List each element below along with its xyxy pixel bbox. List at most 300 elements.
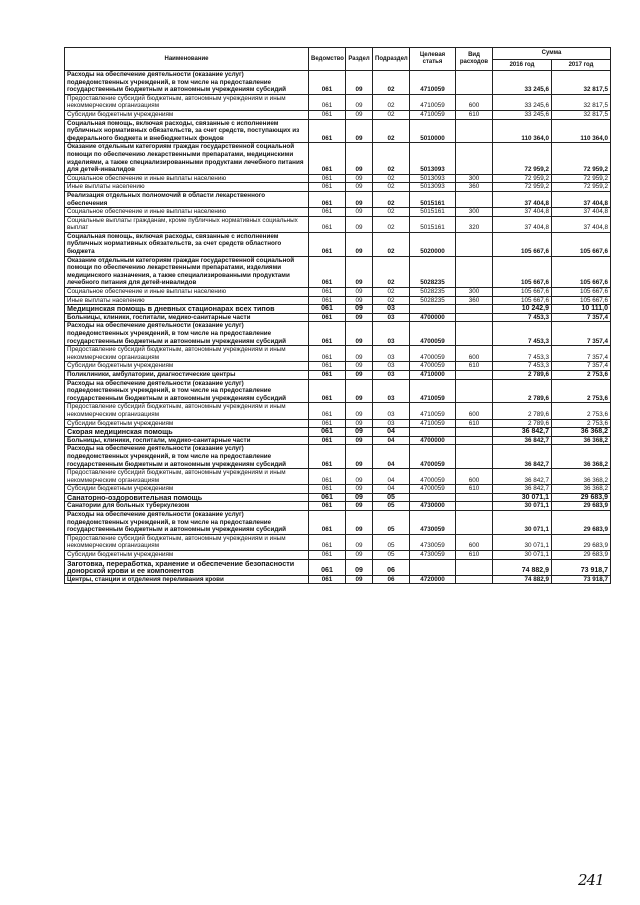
- header-razdel: Раздел: [346, 48, 373, 71]
- row-vedomstvo: 061: [309, 322, 346, 346]
- row-vid-rashodov: 610: [456, 362, 493, 371]
- header-year-2016: 2016 год: [493, 60, 552, 71]
- row-razdel: 09: [346, 174, 373, 183]
- row-vid-rashodov: 360: [456, 183, 493, 192]
- row-sum-2017: 36 368,2: [552, 485, 611, 494]
- row-sum-2017: 29 683,9: [552, 551, 611, 560]
- row-vedomstvo: 061: [309, 208, 346, 217]
- row-razdel: 09: [346, 288, 373, 297]
- table-row: [65, 511, 611, 535]
- row-sum-2016: 74 882,9: [493, 559, 552, 575]
- row-sum-2016: 36 842,7: [493, 445, 552, 469]
- row-podrazdel: 03: [373, 403, 410, 419]
- table-row: [65, 296, 611, 305]
- header-vedomstvo: Ведомство: [309, 48, 346, 71]
- row-vid-rashodov: [456, 232, 493, 256]
- table-row: [65, 559, 611, 575]
- row-vedomstvo: 061: [309, 502, 346, 511]
- row-podrazdel: 05: [373, 551, 410, 560]
- row-sum-2017: 37 404,8: [552, 216, 611, 232]
- row-sum-2017: 37 404,8: [552, 208, 611, 217]
- row-sum-2016: 36 842,7: [493, 436, 552, 445]
- row-name: Поликлиники, амбулатории, диагностические центры: [65, 370, 309, 379]
- row-sum-2017: 32 817,5: [552, 110, 611, 119]
- row-vid-rashodov: 610: [456, 485, 493, 494]
- row-vedomstvo: 061: [309, 110, 346, 119]
- table-row: [65, 485, 611, 494]
- row-cel-statya: 4700000: [410, 436, 456, 445]
- row-sum-2016: 33 245,6: [493, 94, 552, 110]
- table-row: [65, 322, 611, 346]
- row-razdel: 09: [346, 419, 373, 428]
- row-razdel: 09: [346, 485, 373, 494]
- row-razdel: 09: [346, 71, 373, 95]
- row-razdel: 09: [346, 436, 373, 445]
- row-name: Предоставление субсидий бюджетным, автономным учреждениям и иным некоммерческим организациям: [65, 346, 309, 362]
- table-row: [65, 575, 611, 584]
- table-row: [65, 305, 611, 314]
- row-cel-statya: 5010000: [410, 119, 456, 143]
- row-podrazdel: 06: [373, 575, 410, 584]
- row-vid-rashodov: 600: [456, 534, 493, 550]
- row-name: Субсидии бюджетным учреждениям: [65, 485, 309, 494]
- row-name: Субсидии бюджетным учреждениям: [65, 362, 309, 371]
- row-sum-2017: 7 357,4: [552, 313, 611, 322]
- row-razdel: 09: [346, 428, 373, 437]
- row-name: Расходы на обеспечение деятельности (оказание услуг) подведомственных учреждений, в том числе на предоставление государственным бюджетным и автономным учреждениям субсидий: [65, 445, 309, 469]
- row-vedomstvo: 061: [309, 296, 346, 305]
- row-sum-2016: 2 789,6: [493, 370, 552, 379]
- row-name: Расходы на обеспечение деятельности (оказание услуг) подведомственных учреждений, в том числе на предоставление государственным бюджетным и автономным учреждениям субсидий: [65, 71, 309, 95]
- row-podrazdel: 02: [373, 71, 410, 95]
- row-cel-statya: 4710059: [410, 110, 456, 119]
- row-podrazdel: 04: [373, 436, 410, 445]
- row-vid-rashodov: [456, 379, 493, 403]
- row-sum-2016: 2 789,6: [493, 379, 552, 403]
- row-razdel: 09: [346, 559, 373, 575]
- row-vid-rashodov: [456, 119, 493, 143]
- row-cel-statya: 4710059: [410, 403, 456, 419]
- row-sum-2017: 37 404,8: [552, 191, 611, 207]
- table-row: [65, 174, 611, 183]
- row-sum-2016: 30 071,1: [493, 502, 552, 511]
- row-sum-2017: 36 368,2: [552, 445, 611, 469]
- table-row: [65, 119, 611, 143]
- row-cel-statya: 4700059: [410, 362, 456, 371]
- row-razdel: 09: [346, 551, 373, 560]
- table-row: [65, 71, 611, 95]
- row-razdel: 09: [346, 216, 373, 232]
- header-year-2017: 2017 год: [552, 60, 611, 71]
- row-name: Социальное обеспечение и иные выплаты населению: [65, 174, 309, 183]
- row-cel-statya: 4730059: [410, 534, 456, 550]
- row-cel-statya: 4710059: [410, 71, 456, 95]
- row-vedomstvo: 061: [309, 183, 346, 192]
- row-razdel: 09: [346, 362, 373, 371]
- row-podrazdel: 03: [373, 346, 410, 362]
- row-razdel: 09: [346, 403, 373, 419]
- row-vedomstvo: 061: [309, 419, 346, 428]
- row-vid-rashodov: 600: [456, 403, 493, 419]
- row-podrazdel: 02: [373, 119, 410, 143]
- row-vedomstvo: 061: [309, 511, 346, 535]
- table-row: [65, 502, 611, 511]
- row-cel-statya: 5020000: [410, 232, 456, 256]
- row-vid-rashodov: [456, 559, 493, 575]
- row-sum-2016: 30 071,1: [493, 534, 552, 550]
- row-sum-2017: 7 357,4: [552, 346, 611, 362]
- row-cel-statya: 4700059: [410, 322, 456, 346]
- row-vedomstvo: 061: [309, 403, 346, 419]
- header-cel-statya: Целевая статья: [410, 48, 456, 71]
- table-row: [65, 428, 611, 437]
- row-name: Социальная помощь, включая расходы, связанные с исполнением публичных нормативных обязательств, за счет средств, поступающих из федерального бюджета и внебюджетных фондов: [65, 119, 309, 143]
- row-cel-statya: 5013093: [410, 143, 456, 174]
- row-vid-rashodov: 610: [456, 419, 493, 428]
- row-cel-statya: 5015161: [410, 191, 456, 207]
- row-cel-statya: 5028235: [410, 256, 456, 287]
- row-name: Санатории для больных туберкулезом: [65, 502, 309, 511]
- row-vedomstvo: 061: [309, 559, 346, 575]
- row-podrazdel: 02: [373, 288, 410, 297]
- row-cel-statya: 5013093: [410, 174, 456, 183]
- row-podrazdel: 04: [373, 445, 410, 469]
- row-sum-2017: 29 683,9: [552, 493, 611, 502]
- row-cel-statya: 4700059: [410, 485, 456, 494]
- row-name: Медицинская помощь в дневных стационарах всех типов: [65, 305, 309, 314]
- row-razdel: 09: [346, 143, 373, 174]
- row-sum-2016: 72 959,2: [493, 174, 552, 183]
- row-podrazdel: 03: [373, 313, 410, 322]
- row-podrazdel: 02: [373, 296, 410, 305]
- row-sum-2017: 36 368,2: [552, 469, 611, 485]
- row-name: Оказание отдельным категориям граждан государственной социальной помощи по обеспечению лекарственными препаратами, медицинскими изделиями, а также специализированными продуктами лечебного питания для детей-инвалидов: [65, 143, 309, 174]
- row-name: Расходы на обеспечение деятельности (оказание услуг) подведомственных учреждений, в том числе на предоставление государственным бюджетным и автономным учреждениям субсидий: [65, 511, 309, 535]
- row-vedomstvo: 061: [309, 575, 346, 584]
- row-sum-2016: 36 842,7: [493, 469, 552, 485]
- row-sum-2017: 2 753,6: [552, 419, 611, 428]
- row-sum-2016: 105 667,6: [493, 232, 552, 256]
- row-sum-2017: 29 683,9: [552, 534, 611, 550]
- row-sum-2016: 105 667,6: [493, 296, 552, 305]
- table-row: [65, 436, 611, 445]
- row-vid-rashodov: [456, 143, 493, 174]
- row-podrazdel: 03: [373, 362, 410, 371]
- row-podrazdel: 05: [373, 502, 410, 511]
- row-vedomstvo: 061: [309, 94, 346, 110]
- row-vedomstvo: 061: [309, 288, 346, 297]
- table-row: [65, 370, 611, 379]
- table-row: [65, 94, 611, 110]
- row-name: Субсидии бюджетным учреждениям: [65, 419, 309, 428]
- row-razdel: 09: [346, 256, 373, 287]
- row-podrazdel: 03: [373, 322, 410, 346]
- row-razdel: 09: [346, 208, 373, 217]
- row-vedomstvo: 061: [309, 436, 346, 445]
- row-razdel: 09: [346, 575, 373, 584]
- row-cel-statya: 4700059: [410, 346, 456, 362]
- row-name: Социальное обеспечение и иные выплаты населению: [65, 208, 309, 217]
- row-vedomstvo: 061: [309, 493, 346, 502]
- row-sum-2016: 7 453,3: [493, 313, 552, 322]
- row-name: Иные выплаты населению: [65, 296, 309, 305]
- row-razdel: 09: [346, 445, 373, 469]
- row-podrazdel: 03: [373, 370, 410, 379]
- table-row: [65, 256, 611, 287]
- row-sum-2017: 29 683,9: [552, 511, 611, 535]
- row-name: Иные выплаты населению: [65, 183, 309, 192]
- row-sum-2016: 37 404,8: [493, 191, 552, 207]
- table-row: [65, 493, 611, 502]
- row-sum-2017: 32 817,5: [552, 71, 611, 95]
- row-vid-rashodov: [456, 305, 493, 314]
- row-sum-2016: 105 667,6: [493, 288, 552, 297]
- row-vid-rashodov: [456, 313, 493, 322]
- row-vid-rashodov: 300: [456, 288, 493, 297]
- row-vedomstvo: 061: [309, 119, 346, 143]
- row-sum-2016: 30 071,1: [493, 493, 552, 502]
- row-cel-statya: 5028235: [410, 296, 456, 305]
- row-sum-2017: 105 667,6: [552, 296, 611, 305]
- row-podrazdel: 02: [373, 110, 410, 119]
- row-sum-2017: 2 753,6: [552, 379, 611, 403]
- row-cel-statya: 4730000: [410, 502, 456, 511]
- row-vid-rashodov: 600: [456, 346, 493, 362]
- row-vedomstvo: 061: [309, 143, 346, 174]
- row-vid-rashodov: [456, 511, 493, 535]
- row-vedomstvo: 061: [309, 71, 346, 95]
- row-sum-2017: 2 753,6: [552, 370, 611, 379]
- table-row: [65, 191, 611, 207]
- row-sum-2016: 36 842,7: [493, 485, 552, 494]
- table-row: [65, 216, 611, 232]
- row-podrazdel: 02: [373, 191, 410, 207]
- row-vedomstvo: 061: [309, 485, 346, 494]
- row-vedomstvo: 061: [309, 534, 346, 550]
- row-sum-2016: 7 453,3: [493, 362, 552, 371]
- row-podrazdel: 02: [373, 174, 410, 183]
- row-podrazdel: 02: [373, 143, 410, 174]
- header-name: Наименование: [65, 48, 309, 71]
- row-name: Оказание отдельным категориям граждан государственной социальной помощи по обеспечению лекарственными препаратами, изделиями медицинского назначения, а также специализированными продуктами лечебного питания для детей-инвалидов: [65, 256, 309, 287]
- table-row: [65, 232, 611, 256]
- row-sum-2016: 2 789,6: [493, 419, 552, 428]
- budget-sheet: [64, 47, 610, 584]
- table-row: [65, 469, 611, 485]
- row-sum-2016: 33 245,6: [493, 71, 552, 95]
- row-name: Расходы на обеспечение деятельности (оказание услуг) подведомственных учреждений, в том числе на предоставление государственным бюджетным и автономным учреждениям субсидий: [65, 379, 309, 403]
- row-sum-2017: 2 753,6: [552, 403, 611, 419]
- row-podrazdel: 05: [373, 534, 410, 550]
- table-row: [65, 183, 611, 192]
- row-vedomstvo: 061: [309, 379, 346, 403]
- row-vedomstvo: 061: [309, 305, 346, 314]
- row-podrazdel: 06: [373, 559, 410, 575]
- row-podrazdel: 02: [373, 208, 410, 217]
- row-sum-2017: 73 918,7: [552, 575, 611, 584]
- row-vedomstvo: 061: [309, 256, 346, 287]
- table-row: [65, 313, 611, 322]
- row-name: Расходы на обеспечение деятельности (оказание услуг) подведомственных учреждений, в том числе на предоставление государственным бюджетным и автономным учреждениям субсидий: [65, 322, 309, 346]
- row-cel-statya: [410, 428, 456, 437]
- table-row: [65, 534, 611, 550]
- row-podrazdel: 05: [373, 511, 410, 535]
- row-razdel: 09: [346, 511, 373, 535]
- row-name: Центры, станции и отделения переливания крови: [65, 575, 309, 584]
- page-number: 241: [578, 871, 604, 889]
- row-sum-2016: 2 789,6: [493, 403, 552, 419]
- row-vid-rashodov: 360: [456, 296, 493, 305]
- row-razdel: 09: [346, 346, 373, 362]
- row-razdel: 09: [346, 232, 373, 256]
- row-vedomstvo: 061: [309, 191, 346, 207]
- table-row: [65, 362, 611, 371]
- table-row: [65, 110, 611, 119]
- row-sum-2016: 37 404,8: [493, 216, 552, 232]
- row-sum-2017: 32 817,5: [552, 94, 611, 110]
- row-name: Субсидии бюджетным учреждениям: [65, 110, 309, 119]
- row-vid-rashodov: [456, 445, 493, 469]
- row-sum-2016: 105 667,6: [493, 256, 552, 287]
- row-podrazdel: 03: [373, 305, 410, 314]
- row-vid-rashodov: [456, 436, 493, 445]
- row-vid-rashodov: [456, 502, 493, 511]
- table-header: [65, 48, 611, 71]
- row-razdel: 09: [346, 322, 373, 346]
- row-name: Предоставление субсидий бюджетным, автономным учреждениям и иным некоммерческим организациям: [65, 403, 309, 419]
- row-vedomstvo: 061: [309, 370, 346, 379]
- row-vedomstvo: 061: [309, 445, 346, 469]
- row-vedomstvo: 061: [309, 313, 346, 322]
- row-cel-statya: 4700059: [410, 445, 456, 469]
- row-name: Больницы, клиники, госпитали, медико-санитарные части: [65, 436, 309, 445]
- row-vid-rashodov: 320: [456, 216, 493, 232]
- row-sum-2016: 72 959,2: [493, 143, 552, 174]
- row-razdel: 09: [346, 370, 373, 379]
- row-razdel: 09: [346, 502, 373, 511]
- row-sum-2016: 36 842,7: [493, 428, 552, 437]
- header-summa: Сумма: [493, 48, 611, 60]
- row-name: Заготовка, переработка, хранение и обеспечение безопасности донорской крови и ее компонентов: [65, 559, 309, 575]
- row-cel-statya: 5015161: [410, 208, 456, 217]
- row-cel-statya: 5028235: [410, 288, 456, 297]
- row-vid-rashodov: 300: [456, 174, 493, 183]
- row-sum-2016: 7 453,3: [493, 346, 552, 362]
- row-vedomstvo: 061: [309, 174, 346, 183]
- row-cel-statya: [410, 559, 456, 575]
- row-name: Санаторно-оздоровительная помощь: [65, 493, 309, 502]
- row-name: Социальные выплаты гражданам, кроме публичных нормативных социальных выплат: [65, 216, 309, 232]
- budget-table: [64, 47, 611, 584]
- row-razdel: 09: [346, 313, 373, 322]
- row-podrazdel: 02: [373, 183, 410, 192]
- row-sum-2017: 105 667,6: [552, 232, 611, 256]
- row-sum-2016: 33 245,6: [493, 110, 552, 119]
- row-vid-rashodov: [456, 256, 493, 287]
- row-sum-2017: 72 959,2: [552, 174, 611, 183]
- row-cel-statya: 4710059: [410, 419, 456, 428]
- row-name: Реализация отдельных полномочий в области лекарственного обеспечения: [65, 191, 309, 207]
- row-name: Субсидии бюджетным учреждениям: [65, 551, 309, 560]
- row-name: Больницы, клиники, госпитали, медико-санитарные части: [65, 313, 309, 322]
- header-vid-rashodov: Вид расходов: [456, 48, 493, 71]
- row-cel-statya: 4700059: [410, 469, 456, 485]
- row-razdel: 09: [346, 191, 373, 207]
- table-body: [65, 71, 611, 584]
- row-vid-rashodov: [456, 191, 493, 207]
- row-sum-2017: 72 959,2: [552, 183, 611, 192]
- row-sum-2017: 29 683,9: [552, 502, 611, 511]
- row-podrazdel: 02: [373, 94, 410, 110]
- row-vid-rashodov: [456, 370, 493, 379]
- row-podrazdel: 03: [373, 419, 410, 428]
- row-vid-rashodov: 610: [456, 551, 493, 560]
- row-sum-2017: 110 364,0: [552, 119, 611, 143]
- row-sum-2017: 72 959,2: [552, 143, 611, 174]
- row-podrazdel: 04: [373, 485, 410, 494]
- row-podrazdel: 05: [373, 493, 410, 502]
- row-vid-rashodov: [456, 575, 493, 584]
- row-podrazdel: 02: [373, 256, 410, 287]
- row-name: Социальная помощь, включая расходы, связанные с исполнением публичных нормативных обязательств, за счет средств областного бюджета: [65, 232, 309, 256]
- row-sum-2017: 7 357,4: [552, 322, 611, 346]
- row-cel-statya: 5013093: [410, 183, 456, 192]
- row-sum-2017: 7 357,4: [552, 362, 611, 371]
- table-row: [65, 379, 611, 403]
- row-vedomstvo: 061: [309, 216, 346, 232]
- row-cel-statya: [410, 305, 456, 314]
- row-vid-rashodov: [456, 322, 493, 346]
- row-sum-2016: 30 071,1: [493, 511, 552, 535]
- table-row: [65, 346, 611, 362]
- row-vid-rashodov: 610: [456, 110, 493, 119]
- row-name: Скорая медицинская помощь: [65, 428, 309, 437]
- row-name: Предоставление субсидий бюджетным, автономным учреждениям и иным некоммерческим организациям: [65, 534, 309, 550]
- row-cel-statya: 4700000: [410, 313, 456, 322]
- row-razdel: 09: [346, 493, 373, 502]
- row-sum-2017: 73 918,7: [552, 559, 611, 575]
- row-cel-statya: 4730059: [410, 511, 456, 535]
- table-row: [65, 403, 611, 419]
- table-row: [65, 551, 611, 560]
- row-vid-rashodov: 600: [456, 94, 493, 110]
- row-razdel: 09: [346, 379, 373, 403]
- table-row: [65, 288, 611, 297]
- row-vid-rashodov: 600: [456, 469, 493, 485]
- row-razdel: 09: [346, 534, 373, 550]
- row-cel-statya: 4710059: [410, 94, 456, 110]
- row-razdel: 09: [346, 119, 373, 143]
- row-sum-2016: 7 453,3: [493, 322, 552, 346]
- row-sum-2017: 105 667,6: [552, 256, 611, 287]
- row-cel-statya: 4720000: [410, 575, 456, 584]
- header-podrazdel: Подраздел: [373, 48, 410, 71]
- row-cel-statya: [410, 493, 456, 502]
- row-sum-2017: 105 667,6: [552, 288, 611, 297]
- row-sum-2017: 36 368,2: [552, 436, 611, 445]
- row-cel-statya: 4710000: [410, 370, 456, 379]
- row-sum-2016: 74 882,9: [493, 575, 552, 584]
- row-razdel: 09: [346, 296, 373, 305]
- row-vid-rashodov: [456, 428, 493, 437]
- row-vedomstvo: 061: [309, 469, 346, 485]
- row-name: Предоставление субсидий бюджетным, автономным учреждениям и иным некоммерческим организациям: [65, 94, 309, 110]
- row-razdel: 09: [346, 110, 373, 119]
- row-vid-rashodov: [456, 493, 493, 502]
- row-razdel: 09: [346, 305, 373, 314]
- row-cel-statya: 4730059: [410, 551, 456, 560]
- row-sum-2016: 10 242,9: [493, 305, 552, 314]
